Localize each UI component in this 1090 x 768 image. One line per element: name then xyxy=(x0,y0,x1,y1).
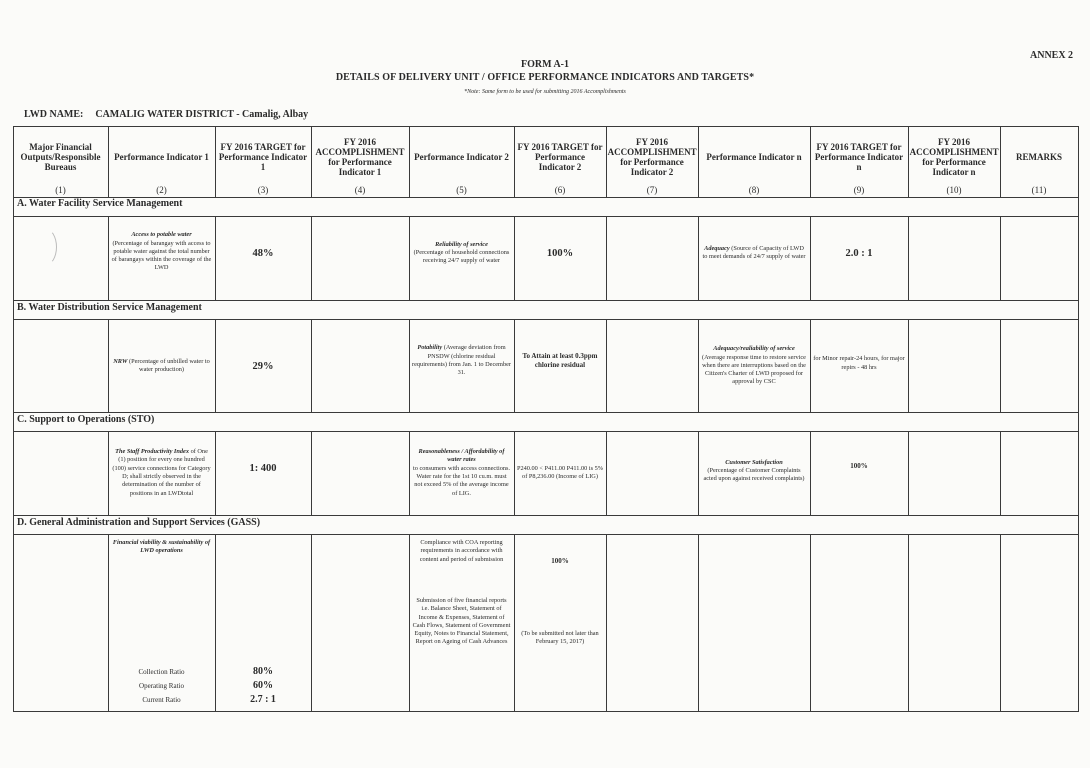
header-major-outputs: Major Financial Outputs/Responsible Bureaus xyxy=(20,142,101,172)
lwd-label: LWD NAME: xyxy=(24,109,84,120)
ratio-label: Operating Ratio xyxy=(139,682,184,690)
header-target2: FY 2016 TARGET for Performance Indicator 2 xyxy=(517,142,603,172)
annex-label: ANNEX 2 xyxy=(1030,50,1074,61)
column-divider xyxy=(698,534,699,711)
column-divider xyxy=(908,534,909,711)
form-subtitle: DETAILS OF DELIVERY UNIT / OFFICE PERFORMANCE INDICATORS AND TARGETS* xyxy=(335,72,755,83)
ratio-label: Collection Ratio xyxy=(138,668,185,676)
section-c-pin-desc: (Percentage of Customer Complaints acted upon against received complaints) xyxy=(703,466,805,483)
section-b-pi2-desc: (Average deviation from PNSDW (chlorine residual requirements) from Jan. 1 to December 31. xyxy=(412,344,511,377)
header-accomplishment1: FY 2016 ACCOMPLISHMENT for Performance Indicator 1 xyxy=(315,137,405,177)
column-number: (3) xyxy=(257,185,269,195)
column-divider xyxy=(311,534,312,711)
section-c-pi2-desc: to consumers with access connections. Water rate for the 1st 10 cu.m. must not exceed 5% of the average income of LIG. xyxy=(412,464,511,497)
section-b-pi1-desc: (Percentage of unbilled water to water production) xyxy=(129,357,210,373)
form-note: *Note: Same form to be used for submitting 2016 Accomplishments xyxy=(464,89,626,95)
header-accomplishment2: FY 2016 ACCOMPLISHMENT for Performance Indicator 2 xyxy=(607,137,697,177)
ratio-value: 2.7 : 1 xyxy=(250,694,276,705)
header-accomplishmentn: FY 2016 ACCOMPLISHMENT for Performance Indicator n xyxy=(909,137,999,177)
section-c-pin-title: Customer Satisfaction xyxy=(725,458,783,466)
section-d-target2-reports: (To be submitted not later than February 15, 2017) xyxy=(521,629,599,645)
column-divider xyxy=(311,319,312,412)
section-b-pi1-title: NRW xyxy=(113,357,128,365)
section-b-target2: To Attain at least 0.3ppm chlorine residual xyxy=(522,352,598,369)
section-b-pi1 xyxy=(108,321,215,411)
section-a-pi2-title: Reliability of service xyxy=(435,240,488,248)
section-d-target2-compliance: 100% xyxy=(551,556,569,565)
header-pi2: Performance Indicator 2 xyxy=(414,152,509,162)
header-targetn: FY 2016 TARGET for Performance Indicator n xyxy=(814,142,904,172)
section-a-pi2-desc: (Percentage of household connections receiving 24/7 supply of water xyxy=(413,248,510,265)
column-number: (8) xyxy=(748,185,760,195)
section-c-pi2-title: Reasonableness / Affordability of water rates xyxy=(418,448,505,464)
section-a-targetn: 2.0 : 1 xyxy=(845,247,873,259)
column-number: (10) xyxy=(946,185,962,195)
section-a-pi2 xyxy=(409,218,514,288)
section-a-pi1-title: Access to potable water xyxy=(131,231,192,239)
column-number: (6) xyxy=(554,185,566,195)
section-d-pi2-compliance: Compliance with COA reporting requirements in accordance with content and period of submission xyxy=(419,539,504,563)
ratio-value: 80% xyxy=(253,666,273,677)
column-divider xyxy=(311,431,312,515)
form-title: FORM A-1 xyxy=(520,59,570,70)
scan-artifact xyxy=(33,228,57,266)
section-a-pi1-desc: (Percentage of barangay with access to potable water against the total number of barangays within the coverage of the LWD xyxy=(111,239,212,272)
section-a-pin xyxy=(698,218,810,288)
section-b-target1: 29% xyxy=(252,360,274,372)
column-divider xyxy=(606,319,607,412)
section-b-pin-desc: (Average response time to restore service when there are interruptions based on the Citizen's Charter of LWD proposed for approval by CSC xyxy=(702,353,806,386)
section-a-pin-desc: (Source of Capacity of LWD to meet demands of 24/7 supply of water xyxy=(702,244,806,260)
column-divider xyxy=(810,534,811,711)
header-remarks: REMARKS xyxy=(1015,152,1062,162)
column-divider xyxy=(1000,319,1001,412)
section-c-target2: P240.00 < P411.00 P411.00 is 5% of P8,236.00 (Income of LIG) xyxy=(517,464,604,480)
section-a-title: A. Water Facility Service Management xyxy=(17,198,183,209)
section-b-targetn: for Minor repair-24 hours, for major repirs - 48 hrs xyxy=(813,355,905,371)
section-b-pin-title: Adequacy/realiability of service xyxy=(713,345,795,353)
ratio-value: 60% xyxy=(253,680,273,691)
column-divider xyxy=(606,431,607,515)
column-divider xyxy=(908,319,909,412)
section-d-pi1 xyxy=(108,538,215,574)
section-c-pi1-title: The Staff Productivity Index xyxy=(115,448,189,456)
lwd-value: CAMALIG WATER DISTRICT - Camalig, Albay xyxy=(95,109,309,120)
column-divider xyxy=(1000,534,1001,711)
section-a-target2: 100% xyxy=(546,247,574,259)
column-divider xyxy=(606,216,607,300)
performance-table xyxy=(13,126,1078,711)
header-pi1: Performance Indicator 1 xyxy=(114,152,209,162)
column-number: (1) xyxy=(55,185,66,195)
section-c-target1: 1: 400 xyxy=(249,462,277,474)
column-divider xyxy=(908,431,909,515)
section-d-pi1-title: Financial viability & sustainability of LWD operations xyxy=(112,539,211,555)
section-c-pi1-desc: of One (1) position for every one hundred (100) service connections for Category D; shall strictly observed in the determination of the number of positions in an LWDtotal xyxy=(112,448,211,497)
column-divider xyxy=(908,216,909,300)
column-number: (7) xyxy=(646,185,658,195)
section-c-pi1 xyxy=(108,433,215,513)
section-d-title: D. General Administration and Support Services (GASS) xyxy=(17,517,261,528)
lwd-name xyxy=(24,109,308,120)
column-number: (9) xyxy=(853,185,865,195)
header-pin: Performance Indicator n xyxy=(706,152,802,162)
header-target1: FY 2016 TARGET for Performance Indicator 1 xyxy=(218,142,308,172)
ratio-label: Current Ratio xyxy=(142,696,181,704)
column-divider xyxy=(1000,216,1001,300)
column-divider xyxy=(606,534,607,711)
section-a-target1: 48% xyxy=(252,247,274,259)
column-divider xyxy=(1000,431,1001,515)
section-c-title: C. Support to Operations (STO) xyxy=(17,414,155,425)
section-d-pi2-reports: Submission of five financial reports i.e. Balance Sheet, Statement of Income & Expenses, Statement of Cash Flows, Statement of Government Equity, Notes to Financial Statement, Report on Ageing of Cash Advances xyxy=(412,597,511,646)
section-b-pi2 xyxy=(409,321,514,401)
column-number: (5) xyxy=(456,185,467,195)
section-b-pin xyxy=(698,321,810,411)
section-a-pi1 xyxy=(108,223,215,281)
column-number: (2) xyxy=(156,185,167,195)
section-c-pin xyxy=(698,436,810,506)
section-a-pin-title: Adequacy xyxy=(704,244,730,252)
section-c-pi2 xyxy=(409,433,514,513)
column-number: (11) xyxy=(1031,185,1047,195)
section-b-title: B. Water Distribution Service Management xyxy=(17,302,202,313)
section-b-pi2-title: Potability xyxy=(417,344,443,352)
column-number: (4) xyxy=(354,185,366,195)
section-c-targetn: 100% xyxy=(850,461,868,470)
column-divider xyxy=(311,216,312,300)
